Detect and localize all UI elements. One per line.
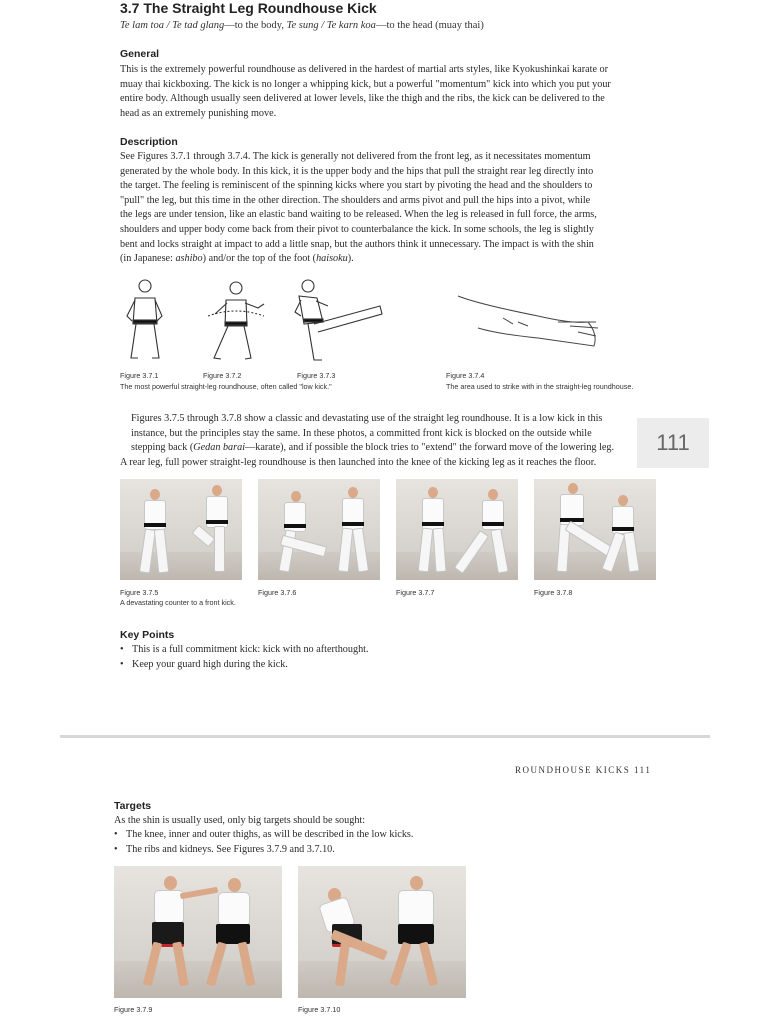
- list-item: • The knee, inner and outer thighs, as will be described in the low kicks.: [114, 828, 413, 843]
- list-item: • Keep your guard high during the kick.: [120, 658, 369, 673]
- photo-figure-3-7-9: [114, 866, 282, 998]
- drawings-caption-left: The most powerful straight-leg roundhouse, often called "low kick.": [120, 382, 332, 391]
- figure-3-7-1-label: Figure 3.7.1: [120, 371, 159, 380]
- figure-3-7-8-label: Figure 3.7.8: [534, 588, 573, 597]
- page-number-badge: 111: [637, 418, 709, 468]
- section-title: 3.7 The Straight Leg Roundhouse Kick: [120, 0, 377, 16]
- figure-3-7-4-label: Figure 3.7.4: [446, 371, 485, 380]
- general-paragraph: This is the extremely powerful roundhouse as delivered in the hardest of martial arts styles, like Kyokushinkai karate or muay thai kickboxing. The kick is no longer a whipping kick, but a powerful "momentum" kick into which you put your entire body. Although usually seen delivered at lower levels, like the thigh and the ribs, the kick can be delivered to the head as an extremely punishing move.: [120, 64, 611, 119]
- figure-3-7-5-label: Figure 3.7.5: [120, 588, 159, 597]
- key-points-heading: Key Points: [120, 629, 175, 641]
- drawing-ready-stance: [127, 280, 162, 358]
- photo-figure-3-7-5: [120, 479, 242, 580]
- photo-figure-3-7-10: [298, 866, 466, 998]
- sequence-caption: A devastating counter to a front kick.: [120, 598, 236, 607]
- kick-line-drawings: [118, 276, 658, 368]
- targets-list: [114, 828, 413, 857]
- key-points-list: [120, 643, 369, 672]
- running-header: ROUNDHOUSE KICKS 111: [515, 765, 652, 775]
- figure-3-7-7-label: Figure 3.7.7: [396, 588, 435, 597]
- sequence-paragraph: Figures 3.7.5 through 3.7.8 show a classic and devastating use of the straight leg roundhouse. It is a low kick in this instance, but the principles stay the same. In these photos, a committed front kick is blocked on the outside while stepping back (Gedan barai—karate), and if possible the block tries to "extend" the forward move of the lowering leg. A rear leg, full power straight-leg roundhouse is then launched into the knee of the kicking leg as it reaches the floor.: [120, 413, 615, 468]
- figure-3-7-10-label: Figure 3.7.10: [298, 1005, 341, 1014]
- page-divider: [60, 735, 710, 738]
- drawing-pivot: [208, 282, 264, 359]
- list-item: • This is a full commitment kick: kick with no afterthought.: [120, 643, 369, 658]
- targets-heading: Targets: [114, 800, 152, 812]
- targets-intro: As the shin is usually used, only big targets should be sought:: [114, 815, 366, 826]
- section-subtitle: Te lam toa / Te tad glang—to the body, Te sung / Te karn koa—to the head (muay thai): [120, 20, 484, 31]
- drawing-kick: [295, 280, 382, 360]
- list-item: • The ribs and kidneys. See Figures 3.7.9 and 3.7.10.: [114, 843, 413, 858]
- figure-3-7-6-label: Figure 3.7.6: [258, 588, 297, 597]
- description-heading: Description: [120, 136, 178, 148]
- drawings-caption-right: The area used to strike with in the straight-leg roundhouse.: [446, 382, 634, 391]
- figure-3-7-9-label: Figure 3.7.9: [114, 1005, 153, 1014]
- description-paragraph: See Figures 3.7.1 through 3.7.4. The kick is generally not delivered from the front leg, as it necessitates momentum generated by the whole body. In this kick, it is the upper body and the hips that pull the straight rear leg directly into the target. The feeling is reminiscent of the spinning kicks where you start by pivoting the head and the shoulders to "pull" the leg, but this time in the other direction. The shoulders and arms pivot and pull the hips into a pivot, while the legs are under tension, like an elastic band waiting to be released. When the leg is released in full force, the arms, shoulders and upper body come back from their pivot to counterbalance the kick. In some schools, the leg is slightly bent and locks straight at impact to add a little snap, but the authors think it unnecessary. The impact is with the shin (in Japanese: ashibo) and/or the top of the foot (haisoku).: [120, 151, 597, 265]
- figure-3-7-3-label: Figure 3.7.3: [297, 371, 336, 380]
- figure-3-7-2-label: Figure 3.7.2: [203, 371, 242, 380]
- general-heading: General: [120, 48, 160, 60]
- photo-figure-3-7-7: [396, 479, 518, 580]
- photo-figure-3-7-6: [258, 479, 380, 580]
- drawing-shin-foot: [458, 296, 598, 346]
- photo-figure-3-7-8: [534, 479, 656, 580]
